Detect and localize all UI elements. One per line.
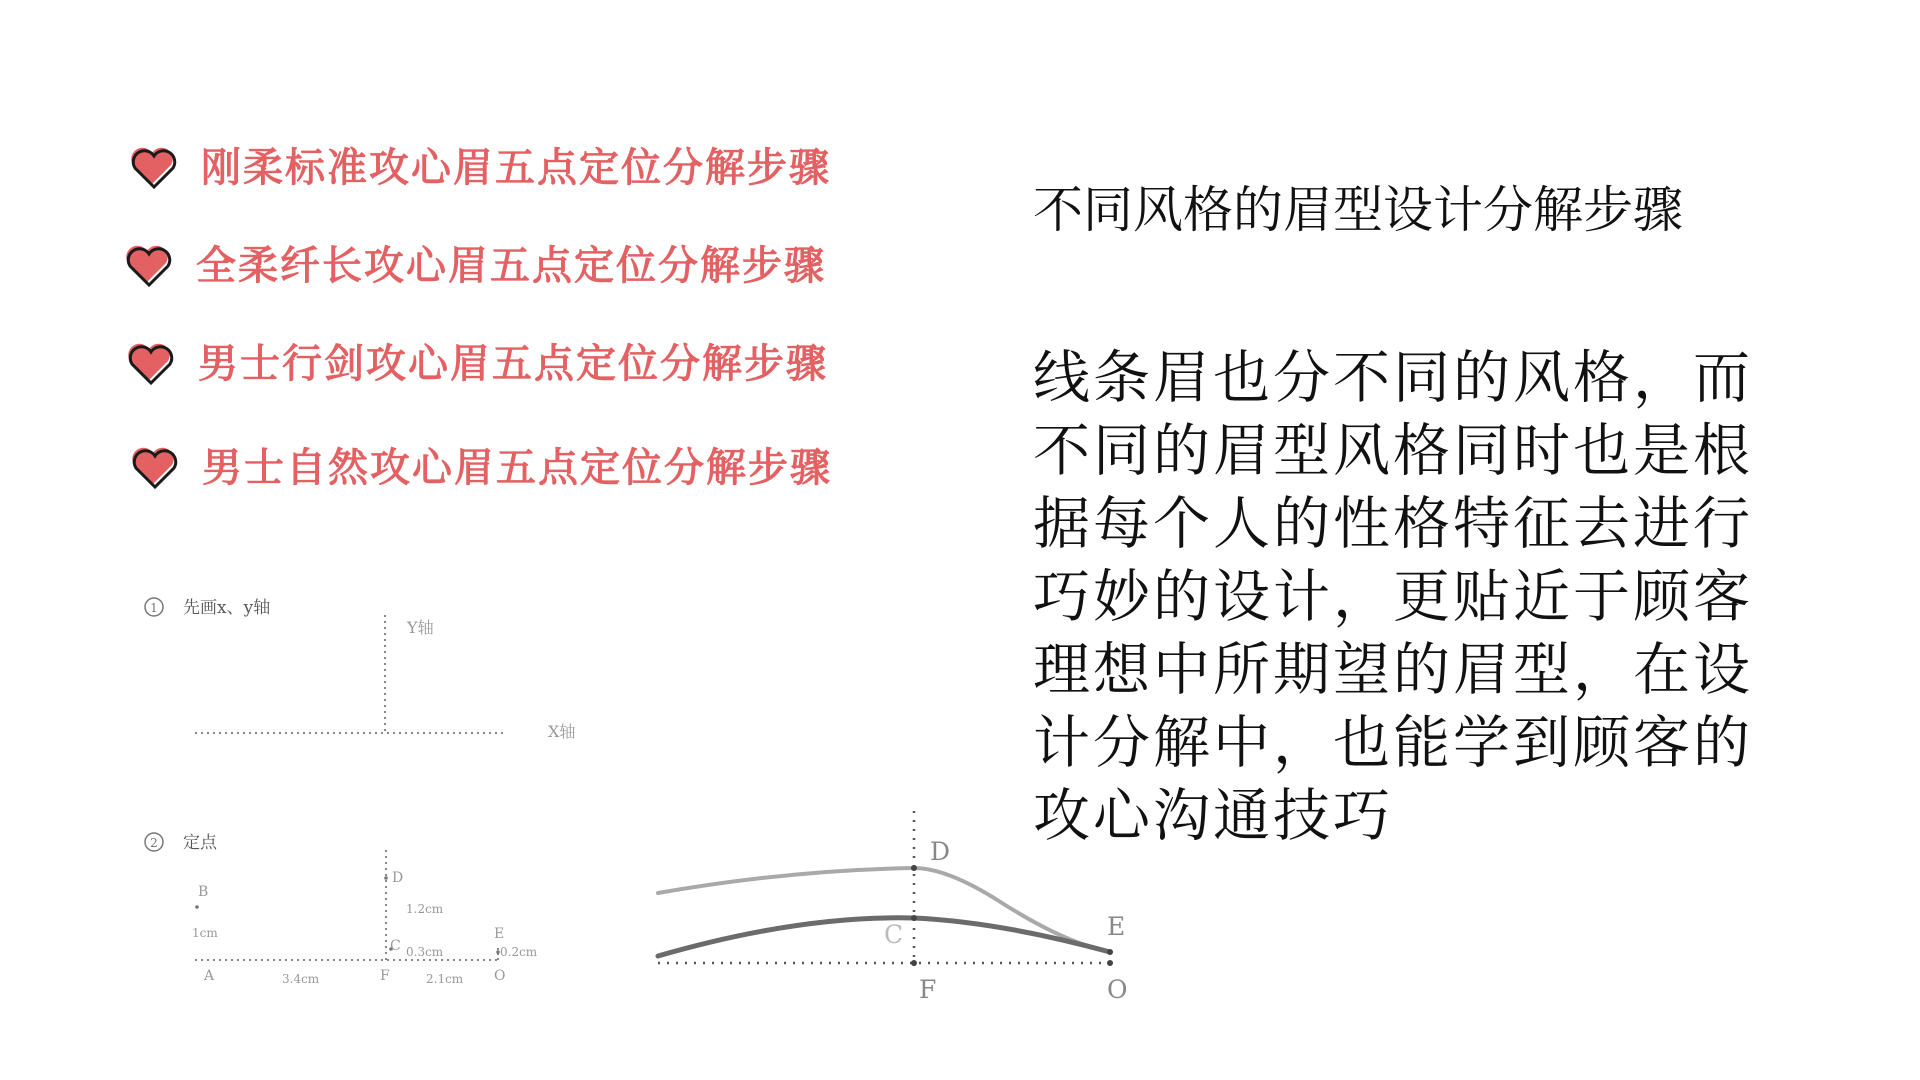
description-text: 线条眉也分不同的风格，而不同的眉型风格同时也是根据每个人的性格特征去进行巧妙的设计，更贴近于顾客理想中所期望的眉型，在设计分解中，也能学到顾客的攻心沟通技巧 xyxy=(1033,345,1753,849)
curve-point-d-label: D xyxy=(930,837,951,866)
measure-fo: 2.1cm xyxy=(426,972,464,986)
point-d-dot xyxy=(384,876,388,880)
point-o-label: O xyxy=(494,968,506,984)
measure-fc: 0.3cm xyxy=(406,945,444,959)
curve-point-c-dot xyxy=(911,915,917,921)
menu-item-label: 全柔纤长攻心眉五点定位分解步骤 xyxy=(196,242,826,289)
point-c-label: C xyxy=(390,938,401,954)
section-title: 不同风格的眉型设计分解步骤 xyxy=(1033,181,1683,239)
menu-item-label: 男士行剑攻心眉五点定位分解步骤 xyxy=(198,340,828,387)
point-d-label: D xyxy=(392,870,404,886)
curve-point-f-dot xyxy=(911,960,917,966)
step1-label: 先画x、y轴 xyxy=(183,598,271,618)
measure-oe: 0.2cm xyxy=(500,945,538,959)
point-a-label: A xyxy=(204,968,215,984)
x-axis-label: X轴 xyxy=(548,722,576,741)
y-axis-label: Y轴 xyxy=(407,618,434,637)
curve-point-e-dot xyxy=(1107,949,1113,955)
curve-point-o-dot xyxy=(1107,960,1113,966)
eyebrow-curve-diagram xyxy=(658,811,1128,1004)
menu-item-label: 男士自然攻心眉五点定位分解步骤 xyxy=(202,444,832,491)
step1-number-digit: 1 xyxy=(150,601,158,615)
point-b-label: B xyxy=(198,884,209,900)
measure-af: 3.4cm xyxy=(282,972,320,986)
step1-axes-diagram xyxy=(0,0,575,741)
point-f-label: F xyxy=(380,968,390,984)
measure-ab: 1cm xyxy=(192,926,218,940)
point-e-label: E xyxy=(494,926,505,942)
curve-point-c-label: C xyxy=(884,920,904,949)
curve-point-f-label: F xyxy=(919,975,937,1004)
step2-points-diagram xyxy=(0,0,538,986)
curve-point-e-label: E xyxy=(1107,912,1126,941)
curve-point-d-dot xyxy=(911,865,917,871)
step2-label: 定点 xyxy=(183,833,217,853)
menu-item-label: 刚柔标准攻心眉五点定位分解步骤 xyxy=(201,144,831,191)
curve-point-o-label: O xyxy=(1107,975,1128,1004)
step2-number-digit: 2 xyxy=(150,836,158,850)
measure-cd: 1.2cm xyxy=(406,902,444,916)
point-b-dot xyxy=(195,905,199,909)
